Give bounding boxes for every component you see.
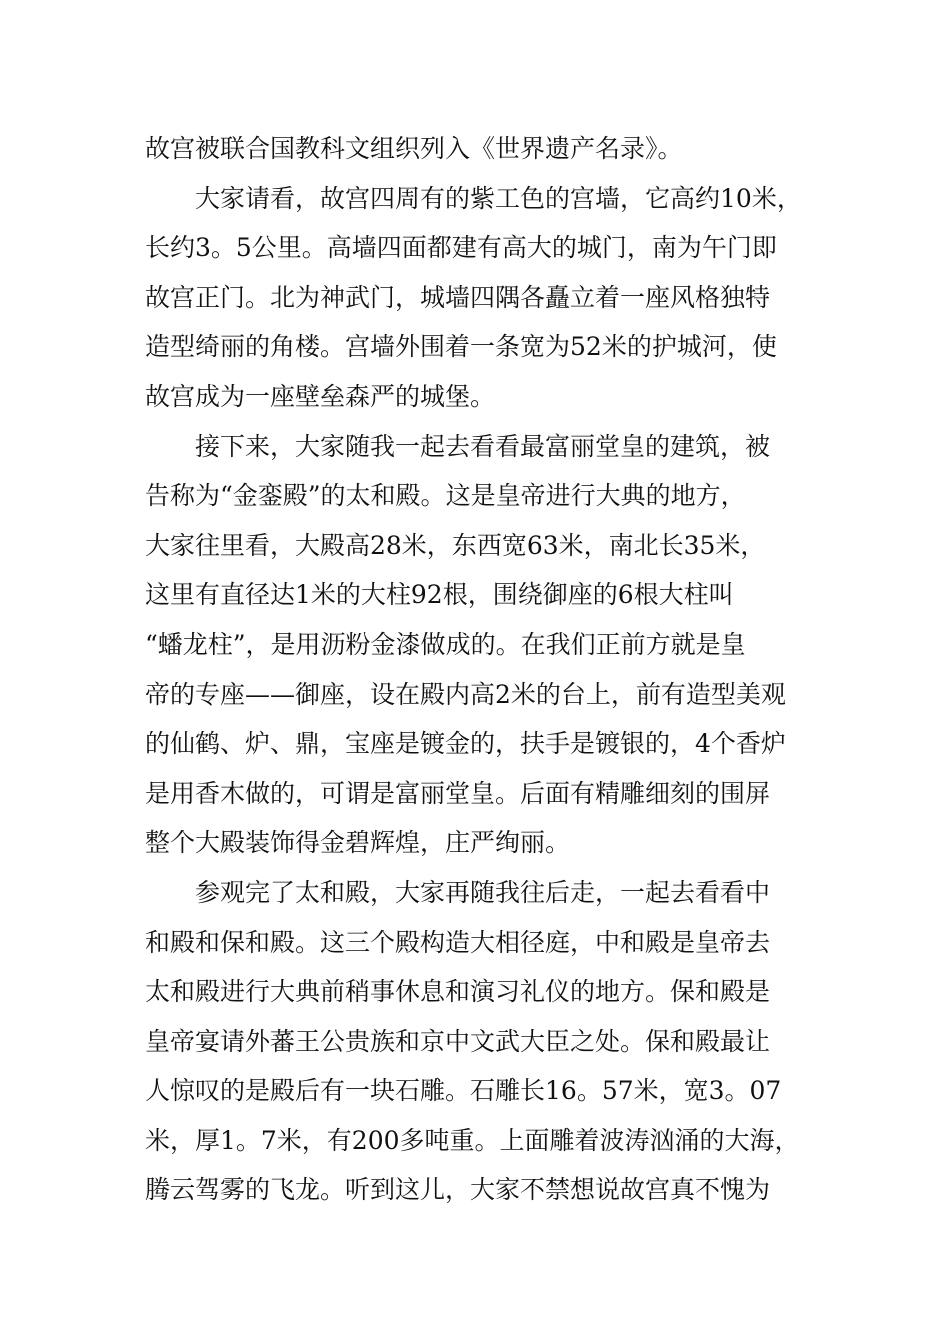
text-line: 告称为“金銮殿”的太和殿。这是皇帝进行大典的地方，	[145, 481, 746, 511]
text-line: 腾云驾雾的飞龙。听到这儿，大家不禁想说故宫真不愧为	[145, 1175, 771, 1205]
text-line: 和殿和保和殿。这三个殿构造大相径庭，中和殿是皇帝去	[145, 927, 771, 957]
text-line: 故宫被联合国教科文组织列入《世界遗产名录》。	[145, 134, 683, 163]
text-line: 故宫正门。北为神武门，城墙四隅各矗立着一座风格独特	[145, 282, 771, 312]
text-line: 皇帝宴请外蕃王公贵族和京中文武大臣之处。保和殿最让	[145, 1026, 771, 1056]
text-line: 大家请看，故宫四周有的紫工色的宫墙，它高约10米，	[195, 183, 802, 213]
text-line: “蟠龙柱”，是用沥粉金漆做成的。在我们正前方就是皇	[145, 629, 746, 659]
body-text	[145, 124, 825, 1215]
text-line: 整个大殿装饰得金碧辉煌，庄严绚丽。	[145, 828, 571, 858]
text-line: 造型绮丽的角楼。宫墙外围着一条宽为52米的护城河，使	[145, 332, 777, 362]
text-line: 大家往里看，大殿高28米，东西宽63米，南北长35米，	[145, 530, 766, 560]
text-line: 是用香木做的，可谓是富丽堂皇。后面有精雕细刻的围屏	[145, 778, 771, 808]
text-line: 的仙鹤、炉、鼎，宝座是镀金的，扶手是镀银的，4个香炉	[145, 729, 786, 759]
text-line: 接下来，大家随我一起去看看最富丽堂皇的建筑，被	[195, 431, 771, 461]
text-line: 米，厚1。7米，有200多吨重。上面雕着波涛汹涌的大海，	[145, 1125, 800, 1155]
text-line: 太和殿进行大典前稍事休息和演习礼仪的地方。保和殿是	[145, 977, 771, 1007]
text-line: 帝的专座——御座，设在殿内高2米的台上，前有造型美观	[145, 679, 786, 709]
text-line: 参观完了太和殿，大家再随我往后走，一起去看看中	[195, 877, 771, 907]
text-line: 长约3。5公里。高墙四面都建有高大的城门，南为午门即	[145, 233, 777, 263]
text-line: 人惊叹的是殿后有一块石雕。石雕长16。57米，宽3。07	[145, 1076, 782, 1106]
text-line: 这里有直径达1米的大柱92根，围绕御座的6根大柱叫	[145, 580, 734, 610]
text-line: 故宫成为一座壁垒森严的城堡。	[145, 381, 496, 411]
